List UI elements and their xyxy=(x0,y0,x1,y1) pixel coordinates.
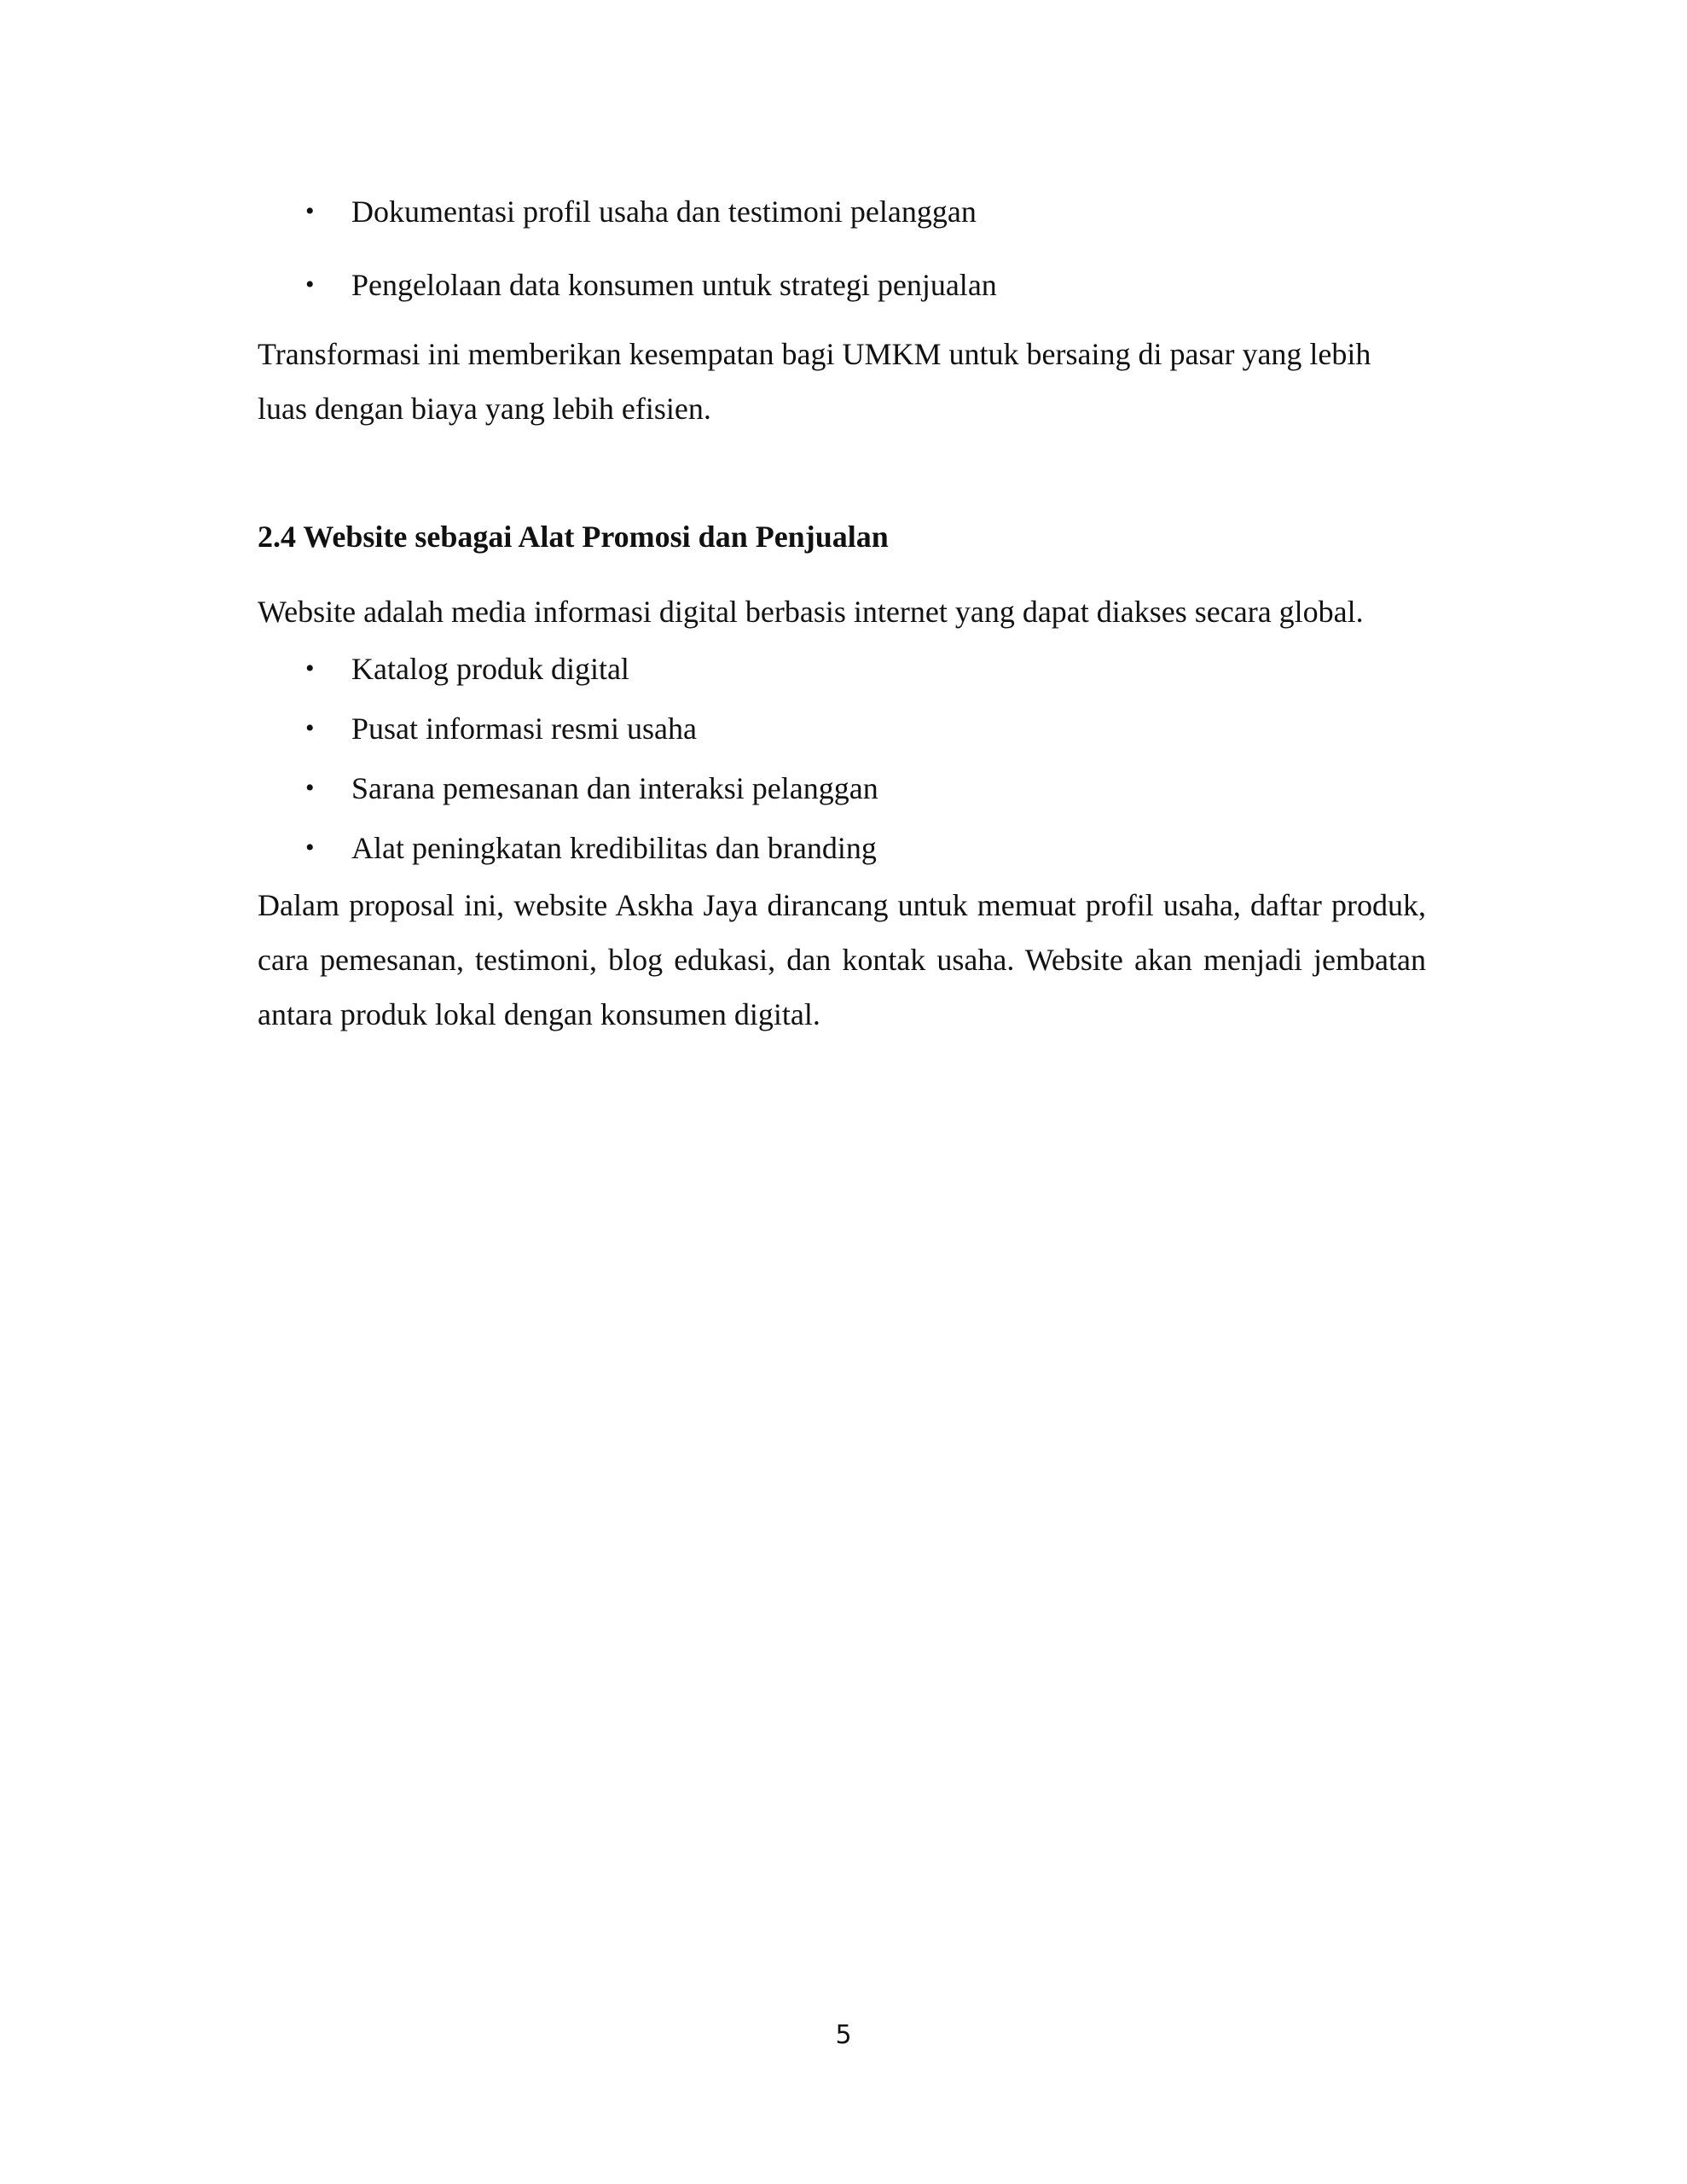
list-item xyxy=(258,758,1426,818)
bullet-list-top xyxy=(258,175,1426,322)
bullet-list-website xyxy=(258,639,1426,878)
website-intro-paragraph: Website adalah media informasi digital berbasis internet yang dapat diakses secara global. xyxy=(258,595,1364,629)
list-item xyxy=(258,639,1426,699)
bullet-icon: • xyxy=(305,834,315,862)
section-heading: 2.4 Website sebagai Alat Promosi dan Penjualan xyxy=(258,520,889,554)
transformation-paragraph: Transformasi ini memberikan kesempatan bagi UMKM untuk bersaing di pasar yang lebih luas dengan biaya yang lebih efisien. xyxy=(258,337,1371,426)
list-item xyxy=(258,175,1426,248)
bullet-icon: • xyxy=(305,197,315,225)
list-item-text: Alat peningkatan kredibilitas dan branding xyxy=(351,831,877,865)
list-item-text: Sarana pemesanan dan interaksi pelanggan xyxy=(351,771,878,805)
page-content xyxy=(258,175,1426,1042)
list-item xyxy=(258,818,1426,878)
bullet-icon: • xyxy=(305,270,315,299)
list-item xyxy=(258,699,1426,758)
bullet-icon: • xyxy=(305,774,315,802)
bullet-icon: • xyxy=(305,714,315,742)
list-item-text: Pengelolaan data konsumen untuk strategi penjualan xyxy=(351,268,997,302)
page-number: 5 xyxy=(835,2020,852,2050)
list-item-text: Dokumentasi profil usaha dan testimoni pelanggan xyxy=(351,195,977,229)
list-item-text: Katalog produk digital xyxy=(351,652,629,686)
bullet-icon: • xyxy=(305,654,315,682)
list-item xyxy=(258,248,1426,322)
list-item-text: Pusat informasi resmi usaha xyxy=(351,712,697,746)
proposal-paragraph: Dalam proposal ini, website Askha Jaya dirancang untuk memuat profil usaha, daftar produk, cara pemesanan, testimoni, blog edukasi, dan kontak usaha. Website akan menjadi jembatan antara produk lokal dengan konsumen digital. xyxy=(258,888,1426,1031)
